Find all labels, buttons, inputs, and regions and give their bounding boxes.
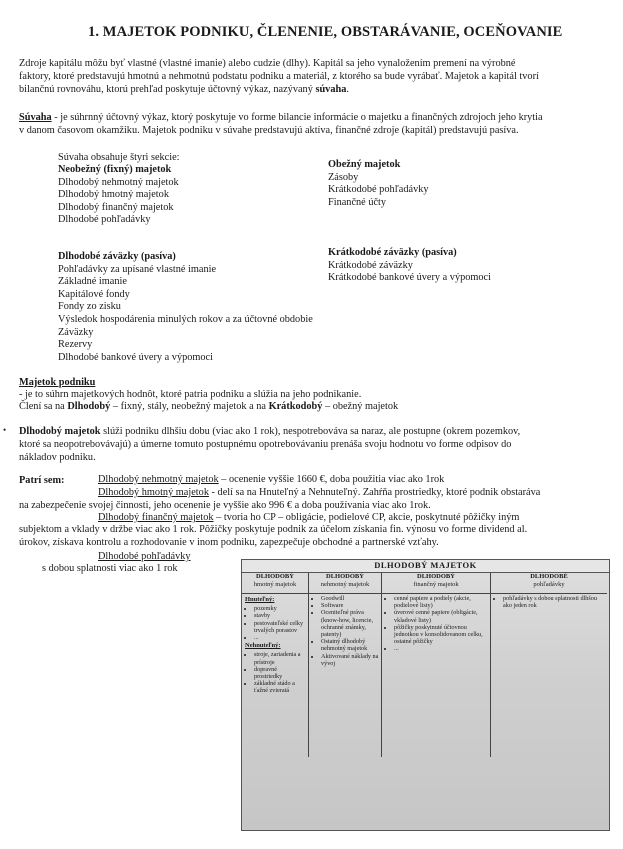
table-header-title: DLHODOBÉ (530, 573, 568, 580)
list-item: • pohľadávky s dobou splatnosti dlhšou ako jeden rok (503, 595, 605, 609)
table-cell (385, 595, 488, 653)
dlhodobe-zavazky-item: Fondy zo zisku (58, 301, 121, 313)
list-item: • dopravné prostriedky (254, 666, 306, 680)
clenenie-text: – fixný, stály, neobežný majetok a na (110, 401, 269, 412)
list-item: • cenné papiere a podiely (akcie, podielové listy) (394, 595, 488, 609)
table-column-pohladavky (491, 573, 607, 757)
dlhodoby-term: Dlhodobý (67, 401, 111, 412)
dlhodoby-nehmotny-majetok-link: Dlhodobý nehmotný majetok (98, 474, 219, 485)
obezny-item: Zásoby (328, 171, 359, 183)
neobezny-item: Dlhodobý finančný majetok (58, 201, 174, 213)
suvaha-definition: - je súhrnný účtovný výkaz, ktorý poskytuje vo forme bilancie informácie o majetku a finančných zdrojoch jeho krytia (51, 112, 543, 123)
patri-sem-row-5: subjektom a vklady v držbe viac ako 1 rok. Pôžičky poskytuje podnik za účelom získania fin. výnosu vo forme dividend al. (19, 524, 528, 535)
patri-sem-text: – tvoria ho CP – obligácie, podielové CP, akcie, poskytnuté pôžičky iným (213, 512, 520, 523)
table-column-hmotny (242, 573, 309, 757)
table-header-sub: pohľadávky (533, 580, 565, 588)
suvaha-line-1 (19, 112, 543, 125)
dlhodoby-majetok-line-1 (19, 426, 520, 439)
dlhodobe-zavazky-block (58, 251, 313, 364)
kratkodobe-zavazky-block (328, 247, 491, 285)
list-item: • Aktivované náklady na vývoj (321, 653, 379, 667)
list-item: • pozemky (254, 605, 306, 612)
dlhodobe-zavazky-item: Základné imanie (58, 276, 127, 288)
majetok-podniku-line-1: - je to súhrn majetkových hodnôt, ktoré patria podniku a slúžia na jeho podnikanie. (19, 389, 362, 400)
dlhodobe-zavazky-item: Kapitálové fondy (58, 288, 130, 300)
table-header-title: DLHODOBÝ (326, 573, 364, 580)
bullet-icon: • (3, 425, 7, 435)
page-title: 1. MAJETOK PODNIKU, ČLENENIE, OBSTARÁVANIE, OCEŇOVANIE (88, 24, 563, 40)
neobezny-item: Dlhodobý nehmotný majetok (58, 176, 179, 188)
suvaha-line-2: v danom časovom okamžiku. Majetok podniku v súvahe predstavujú aktíva, finančné zdroje (kapitál) predstavujú pasíva. (19, 125, 519, 136)
patri-sem-text: – ocenenie vyššie 1660 €, doba použitia viac ako 1rok (218, 474, 445, 485)
dlhodoby-financny-majetok-link: Dlhodobý finančný majetok (98, 512, 214, 523)
dlhodoby-majetok-line-3: nákladov podniku. (19, 452, 96, 463)
dlhodoby-hmotny-majetok-link: Dlhodobý hmotný majetok (98, 487, 209, 498)
clenenie-text: – obežný majetok (322, 401, 399, 412)
table-header (309, 573, 381, 594)
obezny-item: Krátkodobé pohľadávky (328, 184, 429, 196)
table-cell (494, 595, 605, 609)
list-item: • základné stádo a ťažné zvieratá (254, 680, 306, 694)
dlhodobe-zavazky-item: Dlhodobé bankové úvery a výpomoci (58, 351, 213, 363)
table-header (242, 573, 308, 594)
patri-sem-row-1 (98, 474, 444, 487)
dlhodobe-zavazky-item: Výsledok hospodárenia minulých rokov a za účtovné obdobie (58, 313, 313, 325)
table-header-sub: hmotný majetok (253, 580, 297, 588)
dlhodoby-majetok-text: slúži podniku dlhšiu dobu (viac ako 1 rok), nespotrebováva sa naraz, ale postupne (okrem pozemkov, (100, 426, 521, 437)
kratkodobe-zavazky-item: Krátkodobé bankové úvery a výpomoci (328, 272, 491, 284)
patri-sem-row-8: s dobou splatnosti viac ako 1 rok (42, 563, 178, 574)
list-item: • Ostatný dlhodobý nehmotný majetok (321, 638, 379, 652)
table-header-sub: finančný majetok (413, 580, 459, 588)
list-item: • pestovateľské celky trvalých porastov (254, 620, 306, 634)
dlhodobe-zavazky-item: Rezervy (58, 339, 93, 351)
dlhodoby-majetok-line-2: ktoré sa neopotrebovávajú) a úmerne tomuto postupnému opotrebovávaniu prenáša svoju hodnotu vo forme odpisov do (19, 439, 512, 450)
list-item: • Software (321, 602, 379, 609)
list-item: • Oceniteľné práva (know-how, licencie, ochranné známky, patenty) (321, 609, 379, 638)
obezny-item: Finančné účty (328, 196, 387, 208)
table-column-nehmotny (309, 573, 382, 757)
neobezny-item: Dlhodobý hmotný majetok (58, 189, 169, 201)
table-header-sub: nehmotný majetok (320, 580, 370, 588)
kratkodoby-term: Krátkodobý (268, 401, 323, 412)
list-item: • úverové cenné papiere (obligácie, vkladové listy) (394, 609, 488, 623)
patri-sem-text: - delí sa na Hnuteľný a Nehnuteľný. Zahŕňa prostriedky, ktoré podnik obstaráva (208, 487, 541, 498)
list-item: • ... (254, 634, 306, 641)
majetok-podniku-title: Majetok podniku (19, 377, 96, 388)
list-item: • stroje, zariadenia a prístroje (254, 651, 306, 665)
intro-line-3-end: . (346, 84, 349, 95)
list-item: • ... (394, 645, 488, 652)
majetok-podniku-line-2 (19, 401, 398, 414)
table-header-title: DLHODOBÝ (417, 573, 455, 580)
clenenie-text: Člení sa na (19, 401, 68, 412)
list-item: • Goodwill (321, 595, 379, 602)
neobezny-majetok-block (58, 164, 179, 227)
sections-intro: Súvaha obsahuje štyri sekcie: (58, 152, 180, 163)
patri-sem-row-4 (98, 512, 519, 525)
obezny-title: Obežný majetok (328, 159, 401, 170)
patri-sem-row-2 (98, 487, 540, 500)
intro-line-1: Zdroje kapitálu môžu byť vlastné (vlastné imanie) alebo cudzie (dlhy). Kapitál sa jeho vynaložením premení na výrobné (19, 58, 516, 69)
neobezny-item: Dlhodobé pohľadávky (58, 214, 151, 226)
dlhodobe-zavazky-item: Pohľadávky za upísané vlastné imanie (58, 263, 217, 275)
table-cell (245, 595, 306, 695)
table-title: DLHODOBÝ MAJETOK (242, 560, 609, 573)
nehnutelny-label: Nehnuteľný: (245, 642, 281, 650)
hnutelny-label: Hnuteľný: (245, 596, 275, 603)
intro-line-3-text: bilančnú rovnováhu, ktorú prehľad poskytuje účtovný výkaz, nazývaný (19, 84, 316, 95)
patri-sem-row-3: na zabezpečenie svojej činnosti, jeho ocenenie je vyššie ako 996 € a doba používania viac ako 1rok. (19, 500, 431, 511)
dlhodoby-majetok-term: Dlhodobý majetok (19, 426, 101, 437)
kratkodobe-zavazky-item: Krátkodobé záväzky (328, 259, 413, 271)
kratkodobe-zavazky-title: Krátkodobé záväzky (pasíva) (328, 247, 457, 258)
patri-sem-label: Patrí sem: (19, 475, 65, 486)
table-column-financny (382, 573, 491, 757)
table-header-title: DLHODOBÝ (256, 573, 294, 580)
table-cell (312, 595, 379, 667)
list-item: • pôžičky poskytnuté účtovnou jednotkou v konsolidovanom celku, ostatné pôžičky (394, 624, 488, 646)
list-item: • stavby (254, 612, 306, 619)
dlhodobe-zavazky-item: Záväzky (58, 326, 94, 338)
dlhodobe-zavazky-title: Dlhodobé záväzky (pasíva) (58, 251, 176, 262)
suvaha-term: Súvaha (19, 112, 52, 123)
table-header (491, 573, 607, 594)
intro-line-3 (19, 84, 349, 97)
dlhodobe-pohladavky-link: Dlhodobé pohľadávky (98, 551, 191, 562)
intro-line-2: faktory, ktoré predstavujú hmotnú a nehmotnú podstatu podniku a materiál, z ktorého sa bude vyrábať. Majetok a kapitál tvorí (19, 71, 539, 82)
obezny-majetok-block (328, 159, 429, 209)
dlhodoby-majetok-table (241, 559, 610, 831)
patri-sem-row-6: úrokov, získava kontrolu a rozhodovanie v inom podniku, zapezpečuje obchodné a partnerské vzťahy. (19, 537, 439, 548)
intro-suvaha-term: súvaha (315, 84, 347, 95)
table-header (382, 573, 490, 594)
neobezny-title: Neobežný (fixný) majetok (58, 164, 172, 175)
